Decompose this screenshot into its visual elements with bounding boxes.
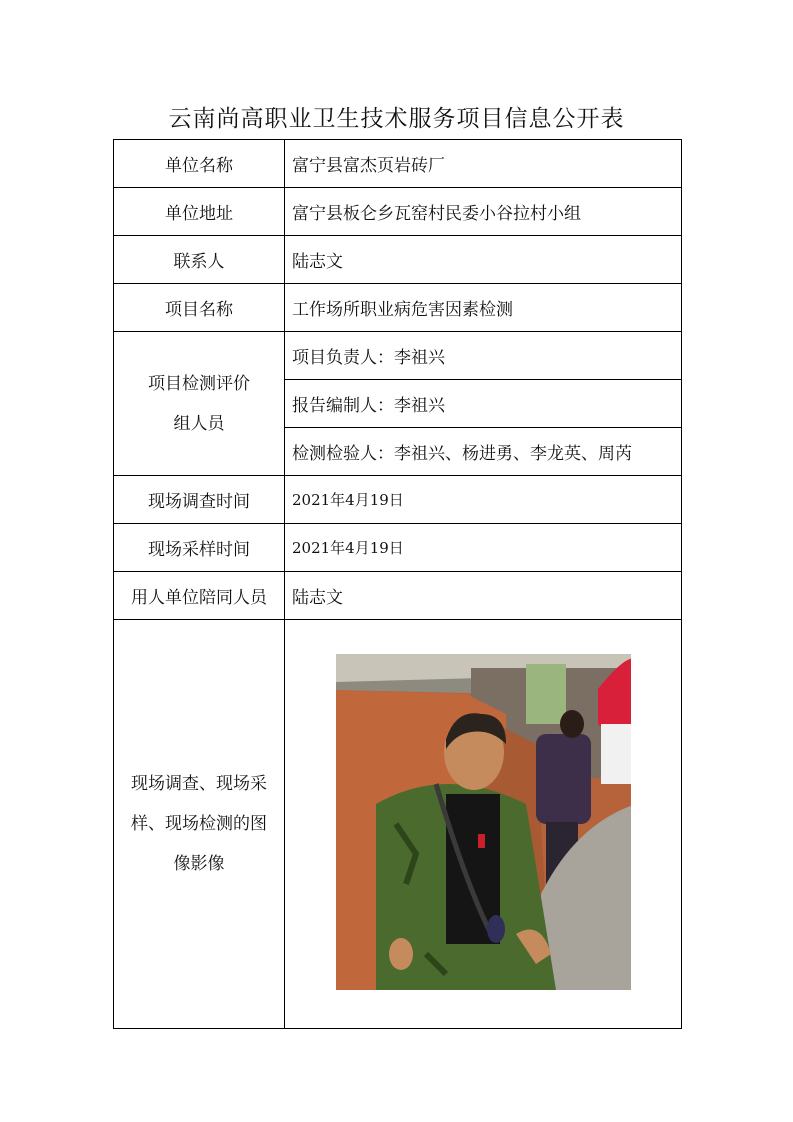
sampling-time-value: 2021年4月19日 xyxy=(285,524,682,572)
images-label-line2: 样、现场检测的图 xyxy=(131,814,267,834)
images-label-line1: 现场调查、现场采 xyxy=(131,774,267,794)
contact-value: 陆志文 xyxy=(285,236,682,284)
images-cell xyxy=(285,620,682,1029)
team-leader-value: 项目负责人：李祖兴 xyxy=(285,332,682,380)
escort-value: 陆志文 xyxy=(285,572,682,620)
unit-address-value: 富宁县板仑乡瓦窑村民委小谷拉村小组 xyxy=(285,188,682,236)
site-photo xyxy=(336,654,631,990)
row-sampling-time xyxy=(114,524,682,572)
row-images xyxy=(114,620,682,1029)
sampling-time-label: 现场采样时间 xyxy=(114,524,285,572)
survey-time-value: 2021年4月19日 xyxy=(285,476,682,524)
project-name-label: 项目名称 xyxy=(114,284,285,332)
row-team-leader xyxy=(114,332,682,380)
team-label xyxy=(114,332,285,476)
team-label-line1: 项目检测评价 xyxy=(148,373,250,394)
images-label xyxy=(114,620,285,1029)
unit-name-label: 单位名称 xyxy=(114,140,285,188)
project-name-value: 工作场所职业病危害因素检测 xyxy=(285,284,682,332)
info-table xyxy=(113,139,682,1029)
unit-address-label: 单位地址 xyxy=(114,188,285,236)
survey-time-label: 现场调查时间 xyxy=(114,476,285,524)
row-unit-name xyxy=(114,140,682,188)
report-author-value: 报告编制人：李祖兴 xyxy=(285,380,682,428)
row-survey-time xyxy=(114,476,682,524)
images-label-line3: 像影像 xyxy=(173,854,225,874)
team-label-line2: 组人员 xyxy=(173,413,225,434)
row-contact xyxy=(114,236,682,284)
site-photo-illustration xyxy=(336,654,631,990)
row-escort xyxy=(114,572,682,620)
inspectors-value: 检测检验人：李祖兴、杨进勇、李龙英、周芮 xyxy=(285,428,682,476)
unit-name-value: 富宁县富杰页岩砖厂 xyxy=(285,140,682,188)
contact-label: 联系人 xyxy=(114,236,285,284)
row-project-name xyxy=(114,284,682,332)
row-unit-address xyxy=(114,188,682,236)
page-title: 云南尚高职业卫生技术服务项目信息公开表 xyxy=(168,106,625,132)
escort-label: 用人单位陪同人员 xyxy=(114,572,285,620)
